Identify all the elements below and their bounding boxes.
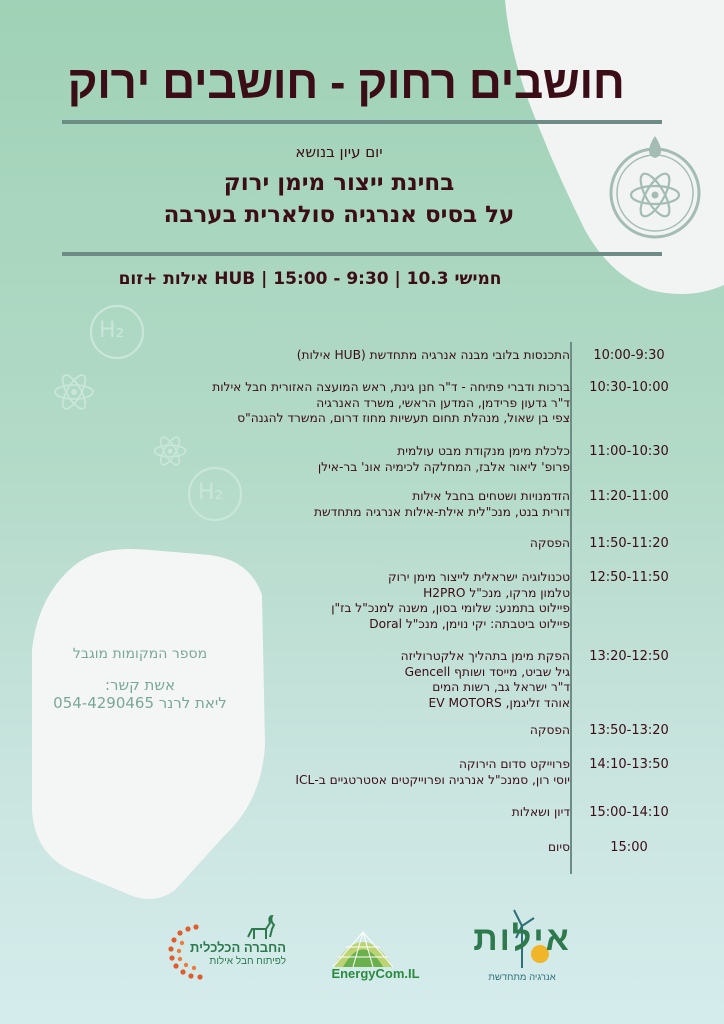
schedule-line: טלמון מרקו, מנכ"ל H2PRO	[423, 585, 570, 600]
eilot-logo-text: אילות	[473, 920, 571, 958]
schedule-time: 12:50-11:50	[589, 570, 669, 585]
schedule-line: הפסקה	[529, 723, 570, 737]
schedule-line: דיון ושאלות	[511, 805, 570, 819]
schedule-line: התכנסות בלובי מבנה אנרגיה מתחדשת (HUB אילות)	[296, 348, 570, 362]
schedule-line: אוהד זליגמן, EV MOTORS	[428, 695, 570, 710]
eilot-logo-subtitle: אנרגיה מתחדשת	[488, 972, 556, 983]
event-dateline: חמישי 10.3 | 9:30 - 15:00 | HUB אילות +זום	[118, 269, 502, 289]
schedule-line: ד"ר ישראל גב, רשות המים	[432, 680, 570, 694]
schedule-line: הפקת מימן בתהליך אלקטרוליזה	[400, 649, 570, 663]
schedule-time: 15:00-14:10	[589, 805, 669, 820]
schedule-line: הפסקה	[529, 536, 570, 550]
economic-company-logo	[166, 915, 286, 990]
energycom-logo-text: EnergyCom.IL	[331, 966, 420, 981]
schedule-time: 10:00-9:30	[593, 348, 665, 363]
energycom-logo	[318, 922, 433, 992]
contact-person: ליאת לרנר 054-4290465	[53, 694, 227, 712]
eilot-logo	[462, 904, 582, 988]
schedule-line: יוסי רון, סמנכ"ל אנרגיה ופרוייקטים אסטרטגיים ב-ICL	[295, 772, 570, 787]
subtitle-line2: על בסיס אנרגיה סולארית בערבה	[163, 202, 515, 228]
schedule-line: כלכלת מימן מנקודת מבט עולמית	[397, 444, 570, 458]
schedule-time: 13:50-13:20	[589, 723, 669, 738]
schedule-line: פיילוט בתמנע: שלומי בסון, משנה למנכ"ל בז"ן	[331, 601, 570, 615]
bottom-divider	[62, 252, 662, 256]
schedule-line: סיום	[547, 840, 570, 854]
dome-icon	[328, 922, 398, 972]
economic-company-title: החברה הכלכלית	[190, 940, 286, 955]
hydrogen-drop-icon	[605, 128, 705, 243]
schedule-line: פיילוט ביטבתה: יקי נוימן, מנכ"ל Doral	[369, 616, 570, 631]
schedule-line: ד"ר גדעון פרידמן, המדען הראשי, משרד האנרגיה	[316, 395, 570, 410]
schedule-time: 11:00-10:30	[589, 444, 669, 459]
contact-label: אשת קשר:	[104, 676, 176, 694]
schedule-line: פרוייקט סדום הירוקה	[458, 757, 570, 771]
schedule-time: 13:20-12:50	[589, 649, 669, 664]
schedule-line: טכנולוגיה ישראלית לייצור מימן ירוק	[387, 570, 570, 584]
top-divider	[62, 120, 662, 124]
schedule-time: 10:30-10:00	[589, 380, 669, 395]
schedule-line: דורית בנט, מנכ"לית אילת-אילות אנרגיה מתחדשת	[313, 504, 570, 519]
schedule-line: הזדמנויות ושטחים בחבל אילות	[412, 489, 570, 503]
schedule-divider	[570, 342, 572, 874]
economic-company-subtitle: לפיתוח חבל אילות	[209, 956, 286, 967]
subtitle-kicker: יום עיון בנושא	[295, 143, 383, 161]
page-title: חושבים רחוק - חושבים ירוק	[67, 56, 625, 108]
schedule-time: 14:10-13:50	[589, 757, 669, 772]
h2-label: H₂	[99, 318, 125, 343]
schedule-line: צפי בן שאול, מנהלת תחום תעשיות מחוז דרום, המשרד להגנה"ס	[237, 411, 570, 425]
limited-seats-note: מספר המקומות מוגבל	[72, 646, 208, 662]
schedule-line: פרופ' ליאור אלבז, המחלקה לכימיה אונ' בר-אילן	[317, 459, 570, 474]
schedule-line: ברכות ודברי פתיחה - ד"ר חנן גינת, ראש המועצה האזורית חבל אילות	[212, 380, 570, 394]
atom-icon	[52, 370, 96, 414]
schedule-time: 11:50-11:20	[589, 536, 669, 551]
h2-label-2: H₂	[198, 480, 224, 505]
schedule-line: גיל שביט, מייסד ושותף Gencell	[404, 664, 570, 679]
schedule-time: 11:20-11:00	[589, 489, 669, 504]
schedule-time: 15:00	[610, 840, 648, 855]
subtitle-line1: בחינת ייצור מימן ירוק	[223, 170, 455, 196]
